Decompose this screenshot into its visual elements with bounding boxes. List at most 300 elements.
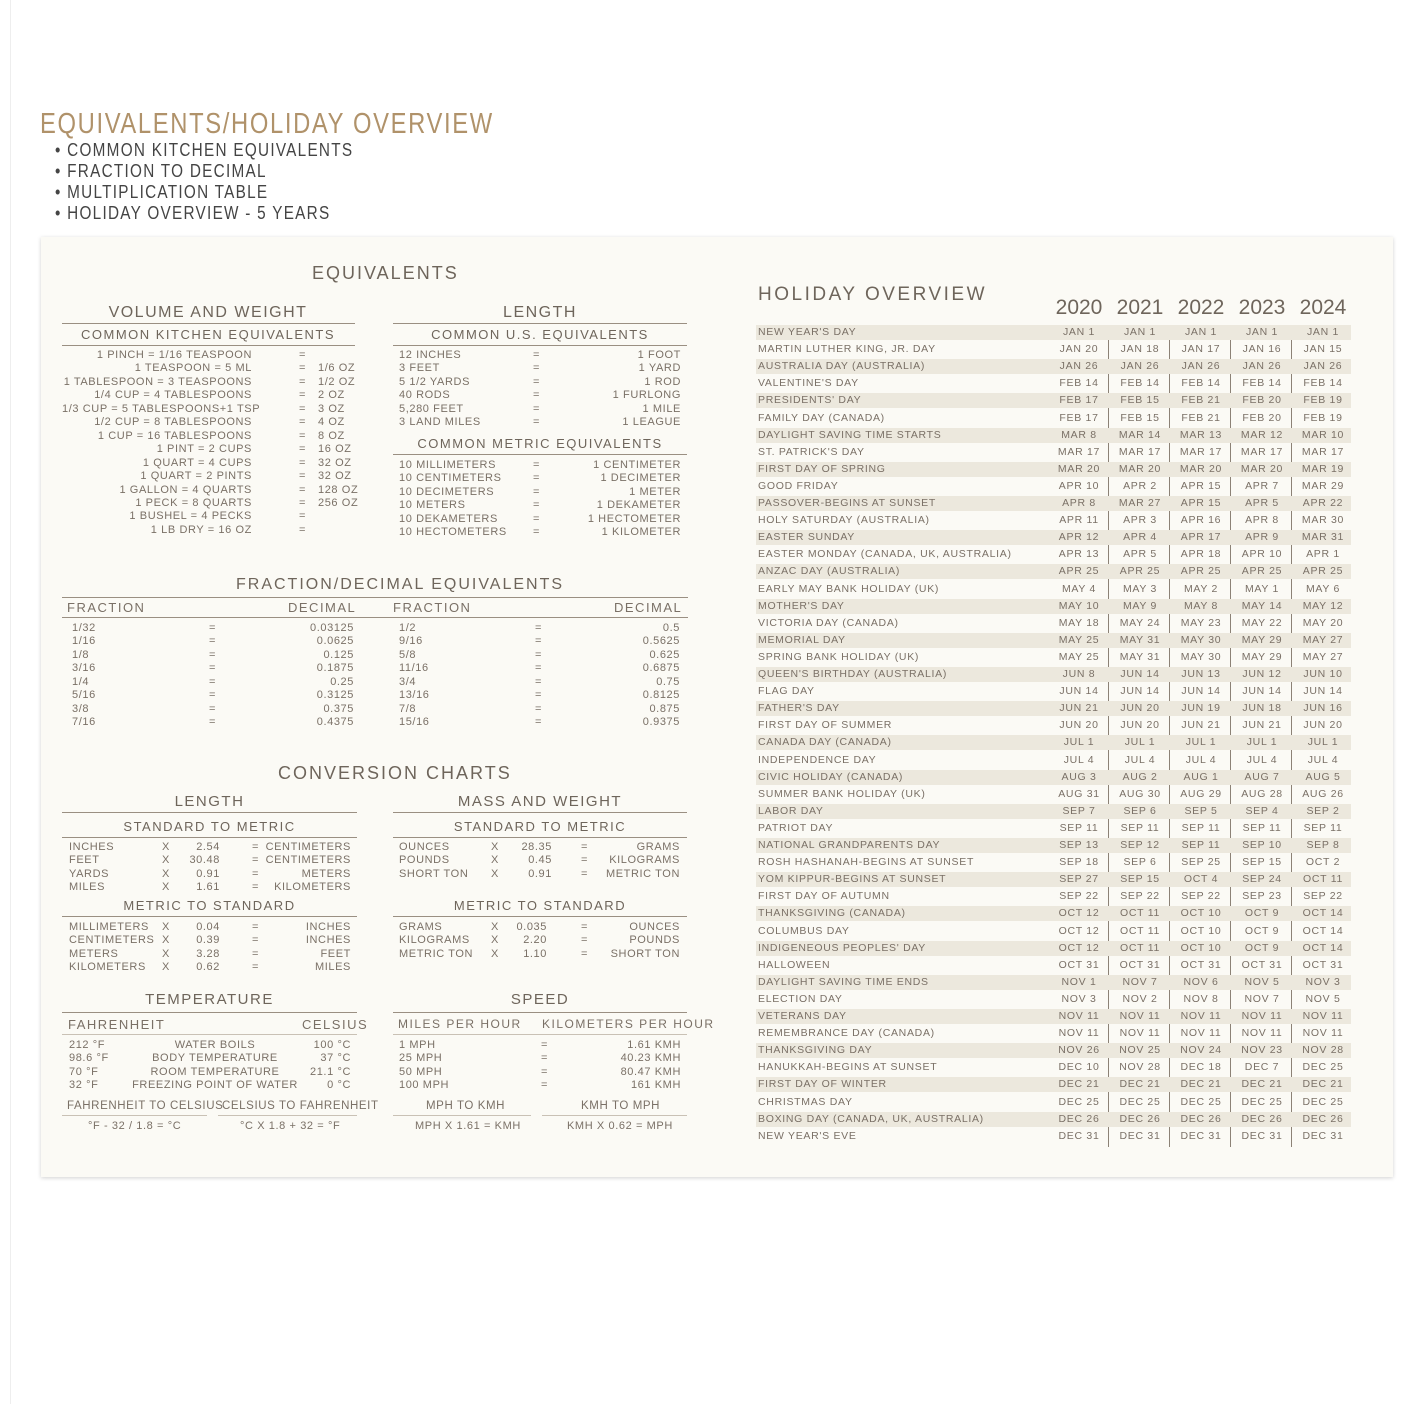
volume-row-ounces: 1/2 OZ bbox=[318, 375, 356, 388]
holiday-row bbox=[756, 701, 1351, 716]
holiday-date: SEP 18 bbox=[1059, 856, 1099, 869]
us-length-row-to: 1 FOOT bbox=[637, 349, 681, 361]
holiday-date: JUL 4 bbox=[1185, 753, 1217, 766]
holiday-date: JUN 14 bbox=[1120, 668, 1160, 680]
holiday-date: JAN 1 bbox=[1184, 326, 1218, 338]
temperature-celsius: 21.1 °C bbox=[309, 1065, 351, 1078]
volume-row-ounces: 2 OZ bbox=[318, 389, 345, 402]
holiday-row bbox=[756, 787, 1351, 802]
holiday-date: OCT 9 bbox=[1244, 907, 1280, 920]
holiday-date: JUL 4 bbox=[1246, 753, 1278, 766]
holiday-name: AUSTRALIA DAY (AUSTRALIA) bbox=[758, 360, 926, 373]
fraction-equals: = bbox=[209, 716, 217, 729]
volume-row-measure: 1 TEASPOON = 5 ML bbox=[134, 362, 252, 375]
fraction-value: 3/8 bbox=[72, 702, 90, 715]
holiday-date: OCT 11 bbox=[1303, 873, 1343, 886]
holiday-date: MAR 14 bbox=[1118, 428, 1162, 441]
us-length-row-equals: = bbox=[533, 389, 541, 402]
divider bbox=[542, 1115, 687, 1116]
holiday-date: MAY 29 bbox=[1241, 650, 1283, 663]
holiday-date: APR 25 bbox=[1119, 565, 1161, 578]
volume-row-measure: 1/3 CUP = 5 TABLESPOONS+1 TSP bbox=[62, 402, 261, 415]
volume-row-measure: 1/4 CUP = 4 TABLESPOONS bbox=[94, 389, 252, 402]
holiday-date: MAY 23 bbox=[1180, 616, 1222, 629]
conversion-unit-to: KILOMETERS bbox=[274, 881, 351, 894]
holiday-date: APR 18 bbox=[1180, 548, 1222, 561]
holiday-date: APR 5 bbox=[1245, 497, 1279, 509]
holiday-date: MAY 10 bbox=[1058, 599, 1100, 612]
k2m-label: KMH TO MPH bbox=[581, 1100, 661, 1112]
metric-equivalents-subtitle: COMMON METRIC EQUIVALENTS bbox=[417, 436, 663, 451]
holiday-date: NOV 11 bbox=[1119, 1010, 1161, 1022]
conversion-factor: 0.91 bbox=[528, 867, 552, 880]
holiday-date: FEB 15 bbox=[1120, 394, 1160, 407]
holiday-date: MAY 4 bbox=[1061, 582, 1097, 595]
holiday-date: JUN 14 bbox=[1181, 685, 1221, 698]
holiday-date: MAR 20 bbox=[1179, 462, 1223, 475]
us-length-row-from: 12 INCHES bbox=[399, 349, 462, 361]
us-length-row-to: 1 ROD bbox=[644, 375, 681, 388]
volume-row-equals: = bbox=[299, 429, 307, 442]
conversion-equals: = bbox=[581, 867, 589, 880]
holiday-date: JAN 15 bbox=[1303, 343, 1343, 356]
holiday-date: JUN 21 bbox=[1242, 719, 1282, 732]
holiday-row bbox=[756, 530, 1351, 545]
holiday-date: APR 15 bbox=[1180, 497, 1222, 509]
metric-length-row-equals: = bbox=[533, 526, 541, 539]
conversion-unit-from: METRIC TON bbox=[399, 947, 474, 960]
conversion-unit-from: YARDS bbox=[69, 867, 110, 880]
celsius-col-header: CELSIUS bbox=[302, 1017, 369, 1032]
holiday-date: APR 25 bbox=[1058, 565, 1100, 578]
divider bbox=[62, 345, 355, 346]
holiday-date: DEC 31 bbox=[1119, 1129, 1161, 1142]
holiday-date: DEC 26 bbox=[1180, 1112, 1222, 1125]
temperature-description: BODY TEMPERATURE bbox=[152, 1052, 278, 1065]
conversion-unit-from: CENTIMETERS bbox=[69, 934, 155, 947]
metric-length-row-to: 1 DEKAMETER bbox=[596, 499, 681, 512]
metric-length-row-equals: = bbox=[533, 485, 541, 498]
conversion-unit-from: INCHES bbox=[69, 841, 115, 853]
fraction-equals: = bbox=[535, 622, 543, 634]
holiday-date: SEP 22 bbox=[1120, 890, 1160, 903]
holiday-date: OCT 4 bbox=[1183, 873, 1219, 886]
holiday-date: JAN 26 bbox=[1242, 360, 1282, 373]
conv-length-title: LENGTH bbox=[174, 793, 245, 810]
decimal-value: 0.5625 bbox=[642, 635, 680, 648]
metric-length-row-equals: = bbox=[533, 512, 541, 525]
holiday-date: NOV 11 bbox=[1241, 1027, 1283, 1040]
holiday-date: APR 3 bbox=[1123, 514, 1157, 527]
holiday-date: MAR 12 bbox=[1240, 428, 1284, 441]
holiday-row bbox=[756, 1095, 1351, 1110]
volume-row-measure: 1 BUSHEL = 4 PECKS bbox=[129, 510, 252, 523]
contents-item: • FRACTION TO DECIMAL bbox=[55, 161, 353, 182]
fraction-value: 5/16 bbox=[72, 689, 96, 702]
holiday-date: DEC 21 bbox=[1180, 1078, 1222, 1091]
holiday-date: MAY 30 bbox=[1180, 633, 1222, 646]
holiday-row bbox=[756, 1112, 1351, 1127]
conversion-equals: = bbox=[581, 854, 589, 867]
holiday-date: MAR 31 bbox=[1301, 531, 1345, 544]
holiday-name: BOXING DAY (CANADA, UK, AUSTRALIA) bbox=[758, 1112, 984, 1125]
fraction-equals: = bbox=[209, 635, 217, 648]
holiday-date: OCT 31 bbox=[1119, 958, 1161, 971]
conversion-times: X bbox=[491, 841, 499, 853]
holiday-date: OCT 31 bbox=[1241, 958, 1283, 971]
holiday-date: SEP 10 bbox=[1242, 839, 1282, 851]
speed-equals: = bbox=[541, 1039, 549, 1051]
holiday-date: JUN 20 bbox=[1120, 702, 1160, 715]
decimal-value: 0.125 bbox=[323, 648, 354, 661]
conversion-equals: = bbox=[581, 841, 589, 853]
holiday-date: DEC 31 bbox=[1058, 1129, 1100, 1142]
holiday-row bbox=[756, 684, 1351, 699]
holiday-date: SEP 11 bbox=[1181, 821, 1221, 834]
volume-row-measure: 1 QUART = 4 CUPS bbox=[142, 456, 252, 469]
holiday-date: SEP 6 bbox=[1123, 856, 1157, 869]
holiday-name: HANUKKAH-BEGINS AT SUNSET bbox=[758, 1061, 938, 1074]
holiday-date: OCT 14 bbox=[1302, 907, 1344, 920]
m2k-label: MPH TO KMH bbox=[426, 1100, 506, 1112]
volume-row-measure: 1 CUP = 16 TABLESPOONS bbox=[97, 429, 252, 442]
fraction-value: 13/16 bbox=[399, 689, 430, 702]
holiday-date: MAR 10 bbox=[1301, 428, 1345, 441]
fraction-value: 1/4 bbox=[72, 675, 90, 688]
holiday-date: AUG 3 bbox=[1061, 770, 1097, 783]
holiday-date: OCT 10 bbox=[1180, 907, 1222, 920]
holiday-name: COLUMBUS DAY bbox=[758, 924, 850, 937]
volume-row-equals: = bbox=[299, 375, 307, 388]
conversion-equals: = bbox=[252, 961, 260, 974]
holiday-date: MAR 17 bbox=[1301, 445, 1345, 458]
us-length-row-equals: = bbox=[533, 375, 541, 388]
holiday-date: OCT 10 bbox=[1180, 941, 1222, 954]
divider bbox=[62, 916, 357, 917]
holiday-date: NOV 24 bbox=[1180, 1044, 1222, 1057]
conversion-factor: 2.54 bbox=[196, 841, 220, 853]
speed-equals: = bbox=[541, 1052, 549, 1065]
volume-row-equals: = bbox=[299, 389, 307, 402]
decimal-value: 0.625 bbox=[649, 648, 680, 661]
temperature-celsius: 100 °C bbox=[313, 1039, 351, 1051]
holiday-row bbox=[756, 1026, 1351, 1041]
holiday-date: SEP 25 bbox=[1181, 856, 1221, 869]
metric-length-row-equals: = bbox=[533, 499, 541, 512]
metric-length-row-from: 10 DEKAMETERS bbox=[399, 512, 498, 525]
volume-row-measure: 1 TABLESPOON = 3 TEASPOONS bbox=[63, 375, 252, 388]
conversion-times: X bbox=[491, 921, 499, 933]
holiday-row bbox=[756, 462, 1351, 477]
holiday-date: NOV 28 bbox=[1302, 1044, 1344, 1057]
holiday-date: JUN 8 bbox=[1062, 668, 1096, 680]
decimal-value: 0.875 bbox=[649, 702, 680, 715]
holiday-date: AUG 1 bbox=[1183, 770, 1219, 783]
holiday-date: DEC 25 bbox=[1302, 1095, 1344, 1108]
holiday-row bbox=[756, 582, 1351, 597]
us-length-row-equals: = bbox=[533, 349, 541, 361]
holiday-date: MAR 20 bbox=[1118, 462, 1162, 475]
holiday-row bbox=[756, 1129, 1351, 1144]
volume-row-ounces: 128 OZ bbox=[318, 483, 359, 496]
divider bbox=[62, 323, 355, 324]
holiday-date: APR 4 bbox=[1123, 531, 1157, 544]
holiday-row bbox=[756, 770, 1351, 785]
holiday-date: DEC 7 bbox=[1244, 1061, 1280, 1074]
holiday-date: FEB 17 bbox=[1059, 394, 1099, 407]
divider bbox=[393, 1034, 687, 1035]
holiday-date: SEP 23 bbox=[1242, 890, 1282, 903]
volume-row-ounces: 32 OZ bbox=[318, 470, 352, 483]
metric-length-row-to: 1 KILOMETER bbox=[601, 526, 681, 539]
us-length-row-from: 3 FEET bbox=[399, 362, 440, 375]
holiday-date: JAN 17 bbox=[1181, 343, 1221, 356]
holiday-date: SEP 5 bbox=[1184, 804, 1218, 817]
decimal-value: 0.375 bbox=[323, 702, 354, 715]
holiday-row bbox=[756, 1077, 1351, 1092]
holiday-date: JUN 13 bbox=[1181, 668, 1221, 680]
k2m-formula: KMH X 0.62 = MPH bbox=[567, 1120, 673, 1132]
holiday-date: MAY 22 bbox=[1241, 616, 1283, 629]
holiday-row bbox=[756, 496, 1351, 511]
holiday-date: APR 1 bbox=[1306, 548, 1340, 561]
holiday-row bbox=[756, 872, 1351, 887]
volume-row-measure: 1/2 CUP = 8 TABLESPOONS bbox=[94, 416, 252, 429]
holiday-date: SEP 4 bbox=[1245, 804, 1279, 817]
speed-mph: 100 MPH bbox=[399, 1079, 450, 1092]
holiday-date: NOV 23 bbox=[1241, 1044, 1283, 1057]
holiday-name: NEW YEAR'S DAY bbox=[758, 326, 857, 338]
holiday-date: MAY 6 bbox=[1305, 582, 1341, 595]
conversion-unit-from: POUNDS bbox=[399, 854, 450, 867]
holiday-row bbox=[756, 941, 1351, 956]
conversion-equals: = bbox=[252, 841, 260, 853]
fraction-value: 1/16 bbox=[72, 635, 96, 648]
holiday-date: DEC 21 bbox=[1302, 1078, 1344, 1091]
decimal-value: 0.3125 bbox=[316, 689, 354, 702]
volume-row-equals: = bbox=[299, 470, 307, 483]
holiday-name: INDIGENEOUS PEOPLES' DAY bbox=[758, 941, 926, 954]
fraction-title: FRACTION/DECIMAL EQUIVALENTS bbox=[236, 576, 565, 593]
holiday-name: FIRST DAY OF AUTUMN bbox=[758, 890, 890, 903]
contents-item: • COMMON KITCHEN EQUIVALENTS bbox=[55, 140, 353, 161]
holiday-date: APR 7 bbox=[1245, 479, 1279, 492]
holiday-date: OCT 31 bbox=[1180, 958, 1222, 971]
holiday-date: FEB 19 bbox=[1303, 411, 1343, 424]
decimal-value: 0.75 bbox=[656, 675, 680, 688]
holiday-date: NOV 11 bbox=[1058, 1027, 1100, 1040]
conversion-unit-from: SHORT TON bbox=[399, 867, 469, 880]
divider bbox=[393, 345, 687, 346]
metric-length-row-from: 10 MILLIMETERS bbox=[399, 459, 497, 471]
decimal-value: 0.9375 bbox=[642, 716, 680, 729]
fraction-col-header: FRACTION bbox=[393, 600, 472, 615]
speed-title: SPEED bbox=[510, 991, 570, 1008]
holiday-date: JUN 12 bbox=[1242, 668, 1282, 680]
conversion-factor: 0.62 bbox=[196, 961, 220, 974]
holiday-date: JUL 1 bbox=[1185, 736, 1217, 749]
holiday-date: APR 15 bbox=[1180, 479, 1222, 492]
holiday-date: APR 11 bbox=[1059, 514, 1099, 527]
conversion-factor: 0.04 bbox=[196, 921, 220, 933]
temperature-fahrenheit: 212 °F bbox=[69, 1039, 106, 1051]
holiday-date: DEC 25 bbox=[1119, 1095, 1161, 1108]
volume-row-equals: = bbox=[299, 349, 307, 361]
volume-row-equals: = bbox=[299, 362, 307, 375]
holiday-date: APR 2 bbox=[1123, 479, 1157, 492]
conversion-factor: 0.91 bbox=[196, 867, 220, 880]
holiday-date: AUG 30 bbox=[1119, 787, 1161, 800]
speed-kmh: 40.23 KMH bbox=[620, 1052, 681, 1065]
holiday-row bbox=[756, 1060, 1351, 1075]
page-edge-line bbox=[10, 0, 11, 1404]
holiday-row bbox=[756, 924, 1351, 939]
conversion-unit-from: MILLIMETERS bbox=[69, 921, 149, 933]
holiday-date: SEP 15 bbox=[1242, 856, 1282, 869]
conversion-unit-to: FEET bbox=[320, 947, 351, 960]
holiday-date: DEC 21 bbox=[1058, 1078, 1100, 1091]
holiday-date: NOV 3 bbox=[1061, 992, 1097, 1005]
holiday-date: SEP 8 bbox=[1306, 839, 1340, 851]
holiday-name: VICTORIA DAY (CANADA) bbox=[758, 616, 899, 629]
holiday-name: CHRISTMAS DAY bbox=[758, 1095, 853, 1108]
holiday-date: DEC 25 bbox=[1302, 1061, 1344, 1074]
conversion-factor: 0.035 bbox=[516, 921, 547, 933]
volume-row-equals: = bbox=[299, 443, 307, 456]
conversion-factor: 1.61 bbox=[196, 881, 220, 894]
holiday-date: NOV 11 bbox=[1241, 1010, 1283, 1022]
holiday-date: MAR 17 bbox=[1179, 445, 1223, 458]
holiday-date: JAN 26 bbox=[1181, 360, 1221, 373]
conversion-factor: 1.10 bbox=[523, 947, 547, 960]
f2c-label: FAHRENHEIT TO CELSIUS bbox=[67, 1100, 224, 1112]
fraction-equals: = bbox=[209, 622, 217, 634]
holiday-date: APR 8 bbox=[1062, 497, 1096, 509]
holiday-date: MAR 29 bbox=[1301, 479, 1345, 492]
us-length-row-equals: = bbox=[533, 362, 541, 375]
holiday-date: NOV 11 bbox=[1302, 1027, 1344, 1040]
temperature-fahrenheit: 98.6 °F bbox=[69, 1052, 109, 1065]
holiday-row bbox=[756, 838, 1351, 853]
fahrenheit-col-header: FAHRENHEIT bbox=[68, 1017, 166, 1032]
conversion-unit-from: GRAMS bbox=[399, 921, 443, 933]
volume-row-equals: = bbox=[299, 510, 307, 523]
holiday-date: DEC 18 bbox=[1180, 1061, 1222, 1074]
holiday-date: JAN 18 bbox=[1120, 343, 1160, 356]
holiday-date: APR 16 bbox=[1180, 514, 1222, 527]
metric-length-row-to: 1 DECIMETER bbox=[600, 472, 681, 485]
holiday-date: JUL 1 bbox=[1307, 736, 1339, 749]
holiday-name: EASTER MONDAY (CANADA, UK, AUSTRALIA) bbox=[758, 548, 1012, 561]
conversion-times: X bbox=[162, 854, 170, 867]
holiday-date: DEC 26 bbox=[1302, 1112, 1344, 1125]
conversion-unit-to: CENTIMETERS bbox=[265, 841, 351, 853]
holiday-date: MAY 20 bbox=[1302, 616, 1344, 629]
holiday-name: CIVIC HOLIDAY (CANADA) bbox=[758, 770, 904, 783]
holiday-name: INDEPENDENCE DAY bbox=[758, 753, 877, 766]
holiday-date: APR 25 bbox=[1180, 565, 1222, 578]
holiday-date: MAR 17 bbox=[1057, 445, 1101, 458]
holiday-date: APR 13 bbox=[1058, 548, 1100, 561]
holiday-date: MAR 20 bbox=[1057, 462, 1101, 475]
holiday-date: FEB 14 bbox=[1242, 377, 1282, 390]
holiday-date: DEC 26 bbox=[1241, 1112, 1283, 1125]
divider bbox=[62, 837, 357, 838]
holiday-date: SEP 13 bbox=[1059, 839, 1099, 851]
conversion-unit-from: KILOGRAMS bbox=[399, 934, 470, 947]
divider bbox=[393, 916, 687, 917]
holiday-date: MAY 29 bbox=[1241, 633, 1283, 646]
holiday-name: PRESIDENTS' DAY bbox=[758, 394, 862, 407]
conversion-unit-to: MILES bbox=[314, 961, 351, 974]
holiday-date: JAN 20 bbox=[1059, 343, 1099, 356]
volume-row-measure: 1 QUART = 2 PINTS bbox=[140, 470, 252, 483]
holiday-date: JUL 1 bbox=[1246, 736, 1278, 749]
equivalents-title: EQUIVALENTS bbox=[312, 263, 459, 283]
holiday-date: MAY 9 bbox=[1122, 599, 1158, 612]
conversion-unit-from: KILOMETERS bbox=[69, 961, 146, 974]
mass-s2m-subtitle: STANDARD TO METRIC bbox=[453, 819, 627, 834]
holiday-date: AUG 5 bbox=[1305, 770, 1341, 783]
holiday-date: DEC 31 bbox=[1180, 1129, 1222, 1142]
decimal-value: 0.8125 bbox=[642, 689, 680, 702]
holiday-date: MAY 3 bbox=[1122, 582, 1158, 595]
conversion-factor: 0.39 bbox=[196, 934, 220, 947]
volume-row-equals: = bbox=[299, 496, 307, 509]
conversion-equals: = bbox=[252, 934, 260, 947]
temperature-description: FREEZING POINT OF WATER bbox=[132, 1079, 298, 1092]
holiday-date: MAR 20 bbox=[1240, 462, 1284, 475]
holiday-date: NOV 25 bbox=[1119, 1044, 1161, 1057]
length-m2s-subtitle: METRIC TO STANDARD bbox=[123, 898, 296, 913]
holiday-date: MAR 17 bbox=[1240, 445, 1284, 458]
conversion-factor: 30.48 bbox=[189, 854, 220, 867]
fraction-equals: = bbox=[535, 648, 543, 661]
holiday-row bbox=[756, 1043, 1351, 1058]
holiday-date: JAN 1 bbox=[1306, 326, 1340, 338]
conversion-unit-to: METRIC TON bbox=[605, 867, 680, 880]
volume-row-ounces: 1/6 OZ bbox=[318, 362, 356, 375]
holiday-name: LABOR DAY bbox=[758, 804, 824, 817]
holiday-row bbox=[756, 325, 1351, 340]
c2f-label: CELSIUS TO FAHRENHEIT bbox=[222, 1100, 379, 1112]
holiday-date: OCT 14 bbox=[1302, 924, 1344, 937]
fraction-value: 11/16 bbox=[399, 662, 429, 675]
holiday-date: SEP 22 bbox=[1181, 890, 1221, 903]
holiday-row bbox=[756, 428, 1351, 443]
holiday-date: SEP 11 bbox=[1303, 821, 1343, 834]
temperature-fahrenheit: 70 °F bbox=[69, 1065, 99, 1078]
holiday-name: DAYLIGHT SAVING TIME ENDS bbox=[758, 975, 929, 988]
holiday-name: THANKSGIVING DAY bbox=[758, 1044, 873, 1057]
holiday-name: FATHER'S DAY bbox=[758, 702, 840, 715]
volume-row-ounces: 32 OZ bbox=[318, 456, 352, 469]
holiday-date: NOV 6 bbox=[1183, 975, 1219, 988]
holiday-name: GOOD FRIDAY bbox=[758, 479, 839, 492]
holiday-date: OCT 9 bbox=[1244, 924, 1280, 937]
holiday-name: VALENTINE'S DAY bbox=[758, 377, 859, 390]
holiday-date: FEB 14 bbox=[1059, 377, 1099, 390]
conversion-times: X bbox=[162, 867, 170, 880]
holiday-date: APR 5 bbox=[1123, 548, 1157, 561]
us-length-row-to: 1 FURLONG bbox=[612, 389, 681, 402]
holiday-date: DEC 31 bbox=[1302, 1129, 1344, 1142]
temperature-title: TEMPERATURE bbox=[145, 991, 274, 1008]
us-length-row-from: 5,280 FEET bbox=[399, 402, 464, 415]
holiday-row bbox=[756, 633, 1351, 648]
holiday-date: NOV 11 bbox=[1302, 1010, 1344, 1022]
holiday-date: JUN 14 bbox=[1303, 685, 1343, 698]
